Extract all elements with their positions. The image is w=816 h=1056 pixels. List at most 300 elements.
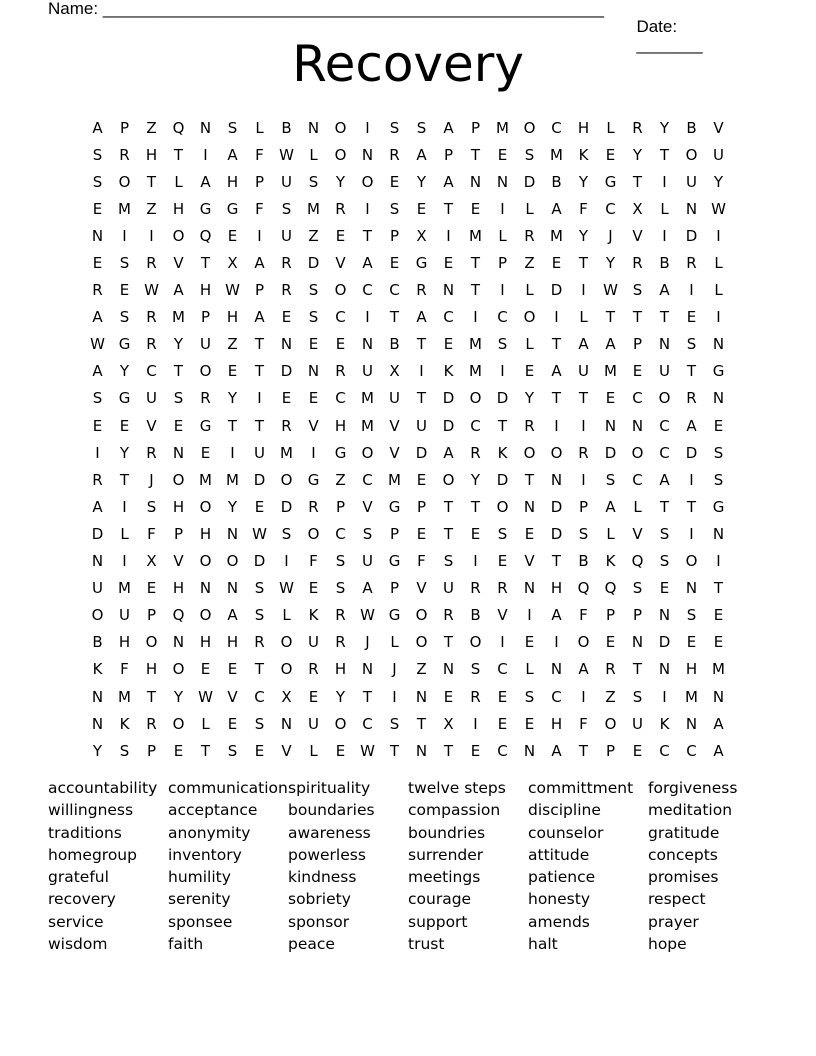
grid-letter: O <box>685 552 698 571</box>
grid-letter: T <box>578 741 589 760</box>
grid-letter: T <box>389 308 400 327</box>
grid-letter: C <box>254 687 265 706</box>
grid-letter: E <box>146 579 157 598</box>
grid-letter: X <box>227 254 238 273</box>
grid-letter: O <box>199 606 212 625</box>
grid-letter: N <box>172 443 185 462</box>
word-bank-item: hope <box>648 935 687 954</box>
grid-letter: E <box>605 145 616 164</box>
grid-letter: N <box>307 362 320 381</box>
grid-letter: O <box>226 552 239 571</box>
grid-letter: E <box>281 389 292 408</box>
word-bank-item: boundries <box>408 823 486 842</box>
grid-letter: T <box>443 524 454 543</box>
grid-letter: S <box>227 118 238 137</box>
grid-letter: I <box>95 443 100 462</box>
grid-letter: M <box>361 389 374 408</box>
grid-letter: S <box>254 714 265 733</box>
grid-letter: Y <box>227 497 238 516</box>
grid-letter: M <box>307 199 320 218</box>
grid-letter: T <box>659 145 670 164</box>
grid-letter: H <box>226 308 239 327</box>
grid-letter: O <box>469 633 482 652</box>
grid-letter: R <box>308 660 319 679</box>
grid-letter: U <box>389 389 400 408</box>
grid-letter: S <box>335 579 346 598</box>
grid-letter: M <box>469 362 482 381</box>
grid-letter: R <box>524 416 535 435</box>
grid-letter: E <box>497 552 508 571</box>
word-search-grid <box>84 114 732 764</box>
grid-letter: C <box>659 443 670 462</box>
grid-letter: E <box>605 389 616 408</box>
grid-letter: P <box>200 308 211 327</box>
grid-letter: E <box>389 172 400 191</box>
grid-letter: T <box>470 497 481 516</box>
grid-letter: P <box>146 741 157 760</box>
grid-letter: I <box>554 633 559 652</box>
grid-letter: M <box>496 118 509 137</box>
grid-letter: O <box>334 714 347 733</box>
grid-letter: F <box>579 714 588 733</box>
grid-letter: C <box>497 660 508 679</box>
word-bank-item: twelve steps <box>408 779 506 797</box>
grid-letter: E <box>227 362 238 381</box>
grid-letter: I <box>689 281 694 300</box>
grid-letter: C <box>605 199 616 218</box>
grid-letter: M <box>550 145 563 164</box>
grid-letter: R <box>335 633 346 652</box>
grid-letter: Y <box>416 172 427 191</box>
grid-row <box>84 737 732 764</box>
grid-row <box>84 520 732 547</box>
grid-letter: T <box>146 172 157 191</box>
grid-letter: W <box>603 281 618 300</box>
grid-letter: O <box>199 362 212 381</box>
grid-letter: T <box>470 254 481 273</box>
grid-letter: D <box>280 497 293 516</box>
grid-letter: D <box>496 389 509 408</box>
grid-letter: M <box>550 226 563 245</box>
grid-letter: T <box>254 416 265 435</box>
grid-letter: I <box>257 389 262 408</box>
grid-letter: G <box>415 254 428 273</box>
grid-letter: N <box>91 552 104 571</box>
grid-letter: R <box>632 254 643 273</box>
name-line <box>48 0 604 18</box>
grid-letter: E <box>713 633 724 652</box>
grid-letter: M <box>361 416 374 435</box>
grid-letter: N <box>550 470 563 489</box>
grid-letter: V <box>497 606 508 625</box>
grid-letter: E <box>335 335 346 354</box>
grid-letter: O <box>631 443 644 462</box>
grid-letter: I <box>311 443 316 462</box>
grid-row <box>84 222 732 249</box>
grid-letter: P <box>335 497 346 516</box>
word-bank-item: accountability <box>48 779 158 797</box>
word-bank-item: grateful <box>48 868 109 887</box>
grid-letter: Q <box>172 118 185 137</box>
grid-letter: T <box>497 416 508 435</box>
grid-letter: A <box>659 281 670 300</box>
grid-letter: O <box>685 145 698 164</box>
grid-letter: E <box>227 226 238 245</box>
grid-letter: W <box>279 145 294 164</box>
grid-letter: M <box>226 470 239 489</box>
grid-letter: M <box>388 470 401 489</box>
grid-letter: U <box>443 579 454 598</box>
grid-letter: M <box>604 362 617 381</box>
grid-letter: I <box>581 470 586 489</box>
grid-letter: M <box>469 335 482 354</box>
grid-letter: O <box>334 145 347 164</box>
grid-letter: V <box>632 226 643 245</box>
grid-letter: R <box>335 362 346 381</box>
grid-letter: P <box>416 497 427 516</box>
grid-letter: N <box>415 687 428 706</box>
grid-letter: U <box>200 335 211 354</box>
word-bank-item: sobriety <box>288 890 351 909</box>
grid-letter: L <box>309 741 318 760</box>
grid-letter: W <box>144 281 159 300</box>
grid-letter: N <box>523 741 536 760</box>
grid-letter: A <box>173 281 184 300</box>
grid-letter: B <box>551 172 562 191</box>
grid-letter: Y <box>659 118 670 137</box>
grid-letter: I <box>581 281 586 300</box>
word-bank-item: peace <box>288 935 335 954</box>
grid-row <box>84 412 732 439</box>
grid-letter: A <box>362 579 373 598</box>
grid-letter: O <box>361 172 374 191</box>
grid-letter: R <box>632 118 643 137</box>
grid-letter: W <box>711 199 726 218</box>
grid-row <box>84 277 732 304</box>
grid-letter: Z <box>524 254 535 273</box>
grid-letter: U <box>281 226 292 245</box>
grid-letter: X <box>146 552 157 571</box>
grid-letter: V <box>632 524 643 543</box>
grid-letter: A <box>443 172 454 191</box>
grid-letter: Q <box>172 606 185 625</box>
grid-letter: Z <box>308 226 319 245</box>
grid-letter: R <box>146 714 157 733</box>
word-bank-item: sponsee <box>168 912 233 931</box>
grid-letter: S <box>524 687 535 706</box>
grid-letter: B <box>659 254 670 273</box>
grid-letter: J <box>608 226 613 245</box>
grid-letter: P <box>497 254 508 273</box>
grid-letter: A <box>605 335 616 354</box>
grid-letter: N <box>361 145 374 164</box>
grid-letter: E <box>470 741 481 760</box>
grid-letter: I <box>365 118 370 137</box>
grid-letter: O <box>172 226 185 245</box>
grid-letter: R <box>281 254 292 273</box>
grid-letter: K <box>308 606 319 625</box>
grid-letter: N <box>658 660 671 679</box>
grid-letter: M <box>172 308 185 327</box>
grid-letter: A <box>416 308 427 327</box>
grid-letter: S <box>119 308 130 327</box>
grid-letter: T <box>578 254 589 273</box>
grid-letter: R <box>686 389 697 408</box>
grid-letter: M <box>685 687 698 706</box>
grid-letter: I <box>122 552 127 571</box>
grid-letter: L <box>255 118 264 137</box>
grid-letter: S <box>497 524 508 543</box>
grid-letter: L <box>714 281 723 300</box>
word-bank-item: anonymity <box>168 823 251 842</box>
word-bank-item: meetings <box>408 868 481 887</box>
grid-letter: R <box>389 145 400 164</box>
grid-row <box>84 141 732 168</box>
grid-letter: E <box>416 524 427 543</box>
grid-letter: E <box>686 633 697 652</box>
grid-letter: H <box>550 579 563 598</box>
grid-letter: R <box>146 308 157 327</box>
grid-letter: I <box>122 497 127 516</box>
word-bank-item: humility <box>168 868 231 887</box>
grid-letter: O <box>199 497 212 516</box>
grid-letter: P <box>146 606 157 625</box>
grid-letter: J <box>392 660 397 679</box>
grid-letter: N <box>361 335 374 354</box>
grid-letter: O <box>604 714 617 733</box>
grid-letter: R <box>92 281 103 300</box>
grid-letter: S <box>335 552 346 571</box>
grid-letter: R <box>146 254 157 273</box>
grid-letter: T <box>119 470 130 489</box>
grid-row <box>84 331 732 358</box>
grid-letter: E <box>119 416 130 435</box>
grid-letter: S <box>254 579 265 598</box>
grid-letter: S <box>389 714 400 733</box>
grid-letter: I <box>554 308 559 327</box>
grid-letter: E <box>632 741 643 760</box>
grid-letter: D <box>253 552 266 571</box>
grid-letter: V <box>281 741 292 760</box>
grid-letter: Y <box>92 741 103 760</box>
grid-letter: O <box>172 660 185 679</box>
grid-letter: L <box>606 524 615 543</box>
grid-letter: F <box>147 524 156 543</box>
grid-letter: T <box>254 362 265 381</box>
grid-letter: X <box>281 687 292 706</box>
grid-letter: T <box>362 226 373 245</box>
grid-letter: S <box>443 552 454 571</box>
grid-letter: Z <box>146 118 157 137</box>
grid-letter: T <box>551 552 562 571</box>
grid-letter: I <box>122 226 127 245</box>
grid-letter: M <box>118 579 131 598</box>
grid-letter: D <box>442 389 455 408</box>
grid-row <box>84 249 732 276</box>
grid-letter: S <box>578 524 589 543</box>
grid-letter: E <box>335 226 346 245</box>
grid-letter: A <box>443 443 454 462</box>
grid-letter: L <box>606 118 615 137</box>
grid-letter: O <box>523 443 536 462</box>
grid-letter: A <box>551 606 562 625</box>
grid-letter: B <box>578 552 589 571</box>
grid-letter: O <box>550 443 563 462</box>
word-bank-item: discipline <box>528 801 601 820</box>
grid-letter: N <box>469 172 482 191</box>
grid-row <box>84 439 732 466</box>
grid-letter: Q <box>577 579 590 598</box>
grid-row <box>84 548 732 575</box>
word-bank-item: respect <box>648 890 706 909</box>
grid-letter: W <box>198 687 213 706</box>
word-bank-item: patience <box>528 868 596 887</box>
word-bank-item: communication <box>168 779 288 797</box>
grid-letter: T <box>686 497 697 516</box>
grid-letter: Z <box>227 335 238 354</box>
grid-letter: I <box>689 524 694 543</box>
grid-letter: O <box>334 281 347 300</box>
grid-letter: Q <box>604 579 617 598</box>
grid-letter: S <box>632 687 643 706</box>
grid-letter: R <box>92 470 103 489</box>
grid-letter: C <box>362 714 373 733</box>
grid-letter: E <box>92 199 103 218</box>
grid-letter: P <box>578 497 589 516</box>
grid-letter: I <box>473 552 478 571</box>
grid-letter: E <box>470 199 481 218</box>
grid-letter: N <box>172 633 185 652</box>
grid-letter: E <box>524 714 535 733</box>
grid-row <box>84 304 732 331</box>
grid-letter: H <box>145 145 158 164</box>
grid-letter: G <box>118 335 131 354</box>
grid-row <box>84 358 732 385</box>
grid-letter: X <box>632 199 643 218</box>
grid-letter: A <box>254 254 265 273</box>
grid-letter: I <box>365 199 370 218</box>
grid-letter: O <box>415 606 428 625</box>
grid-letter: L <box>525 199 534 218</box>
grid-letter: E <box>497 687 508 706</box>
grid-letter: I <box>446 226 451 245</box>
grid-letter: N <box>712 524 725 543</box>
grid-letter: E <box>281 308 292 327</box>
grid-letter: A <box>659 470 670 489</box>
grid-letter: A <box>92 497 103 516</box>
grid-letter: S <box>659 552 670 571</box>
grid-letter: W <box>360 606 375 625</box>
grid-letter: L <box>309 145 318 164</box>
grid-letter: A <box>605 497 616 516</box>
grid-letter: L <box>714 254 723 273</box>
grid-letter: E <box>308 389 319 408</box>
grid-letter: N <box>91 714 104 733</box>
grid-letter: U <box>308 633 319 652</box>
grid-letter: I <box>500 633 505 652</box>
grid-letter: P <box>254 281 265 300</box>
grid-letter: E <box>497 145 508 164</box>
grid-letter: S <box>146 497 157 516</box>
grid-letter: M <box>118 687 131 706</box>
grid-letter: Q <box>199 226 212 245</box>
grid-letter: R <box>416 281 427 300</box>
grid-letter: U <box>632 714 643 733</box>
grid-letter: I <box>419 362 424 381</box>
grid-letter: W <box>90 335 105 354</box>
grid-letter: P <box>470 118 481 137</box>
grid-letter: R <box>146 443 157 462</box>
grid-letter: W <box>225 281 240 300</box>
grid-letter: N <box>307 118 320 137</box>
grid-letter: R <box>686 254 697 273</box>
grid-letter: G <box>118 389 131 408</box>
grid-letter: F <box>417 552 426 571</box>
grid-letter: O <box>496 497 509 516</box>
grid-letter: O <box>172 714 185 733</box>
grid-letter: N <box>280 335 293 354</box>
grid-letter: S <box>119 741 130 760</box>
grid-letter: G <box>226 199 239 218</box>
grid-letter: H <box>199 633 212 652</box>
grid-letter: C <box>443 308 454 327</box>
grid-letter: A <box>713 741 724 760</box>
grid-letter: A <box>686 416 697 435</box>
grid-letter: T <box>416 389 427 408</box>
grid-letter: A <box>551 741 562 760</box>
grid-letter: C <box>470 416 481 435</box>
grid-letter: T <box>443 497 454 516</box>
grid-letter: U <box>308 714 319 733</box>
grid-letter: C <box>551 687 562 706</box>
grid-letter: W <box>252 524 267 543</box>
grid-letter: I <box>662 687 667 706</box>
grid-letter: M <box>118 199 131 218</box>
grid-letter: E <box>173 741 184 760</box>
grid-row <box>84 466 732 493</box>
grid-letter: I <box>662 172 667 191</box>
grid-letter: I <box>500 362 505 381</box>
word-bank-item: compassion <box>408 801 501 820</box>
grid-letter: K <box>659 714 670 733</box>
grid-letter: S <box>713 470 724 489</box>
word-bank-item: honesty <box>528 890 590 909</box>
grid-letter: V <box>173 552 184 571</box>
grid-letter: S <box>497 335 508 354</box>
grid-letter: D <box>496 470 509 489</box>
grid-letter: L <box>660 199 669 218</box>
grid-letter: D <box>415 443 428 462</box>
grid-letter: K <box>497 443 508 462</box>
grid-letter: F <box>579 606 588 625</box>
word-bank-item: boundaries <box>288 801 375 820</box>
grid-letter: A <box>551 362 562 381</box>
grid-letter: U <box>578 362 589 381</box>
grid-letter: N <box>685 579 698 598</box>
grid-letter: O <box>199 552 212 571</box>
grid-letter: S <box>524 145 535 164</box>
grid-letter: D <box>550 281 563 300</box>
grid-letter: T <box>443 741 454 760</box>
grid-letter: P <box>389 524 400 543</box>
grid-letter: E <box>254 497 265 516</box>
grid-letter: D <box>550 524 563 543</box>
grid-letter: M <box>712 660 725 679</box>
grid-letter: O <box>172 470 185 489</box>
grid-letter: C <box>659 741 670 760</box>
grid-letter: Y <box>335 687 346 706</box>
grid-letter: C <box>362 470 373 489</box>
